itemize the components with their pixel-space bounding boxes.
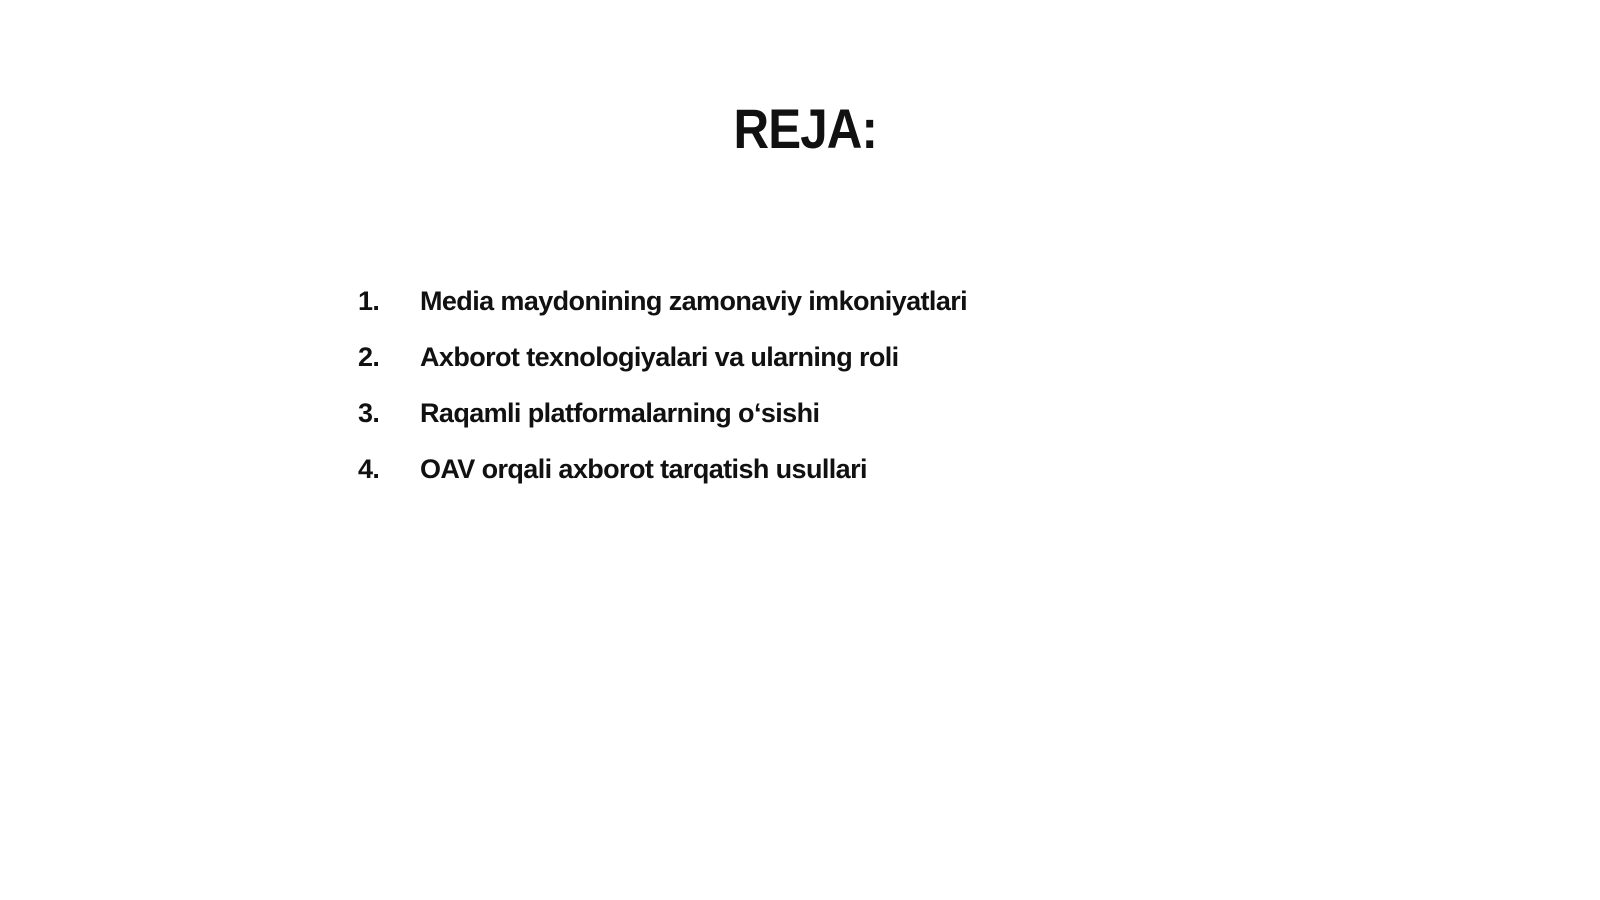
list-item	[358, 454, 967, 510]
plan-list	[358, 286, 967, 510]
list-item	[358, 286, 967, 342]
item-number: 2.	[358, 342, 380, 372]
item-text: Raqamli platformalarning o‘sishi	[420, 398, 820, 428]
item-text: OAV orqali axborot tarqatish usullari	[420, 454, 867, 484]
slide-title: REJA:	[733, 97, 878, 160]
list-item	[358, 398, 967, 454]
item-number: 3.	[358, 398, 380, 428]
list-item	[358, 342, 967, 398]
item-text: Axborot texnologiyalari va ularning roli	[420, 342, 899, 372]
item-text: Media maydonining zamonaviy imkoniyatlari	[420, 286, 968, 316]
item-number: 1.	[358, 286, 380, 316]
item-number: 4.	[358, 454, 380, 484]
